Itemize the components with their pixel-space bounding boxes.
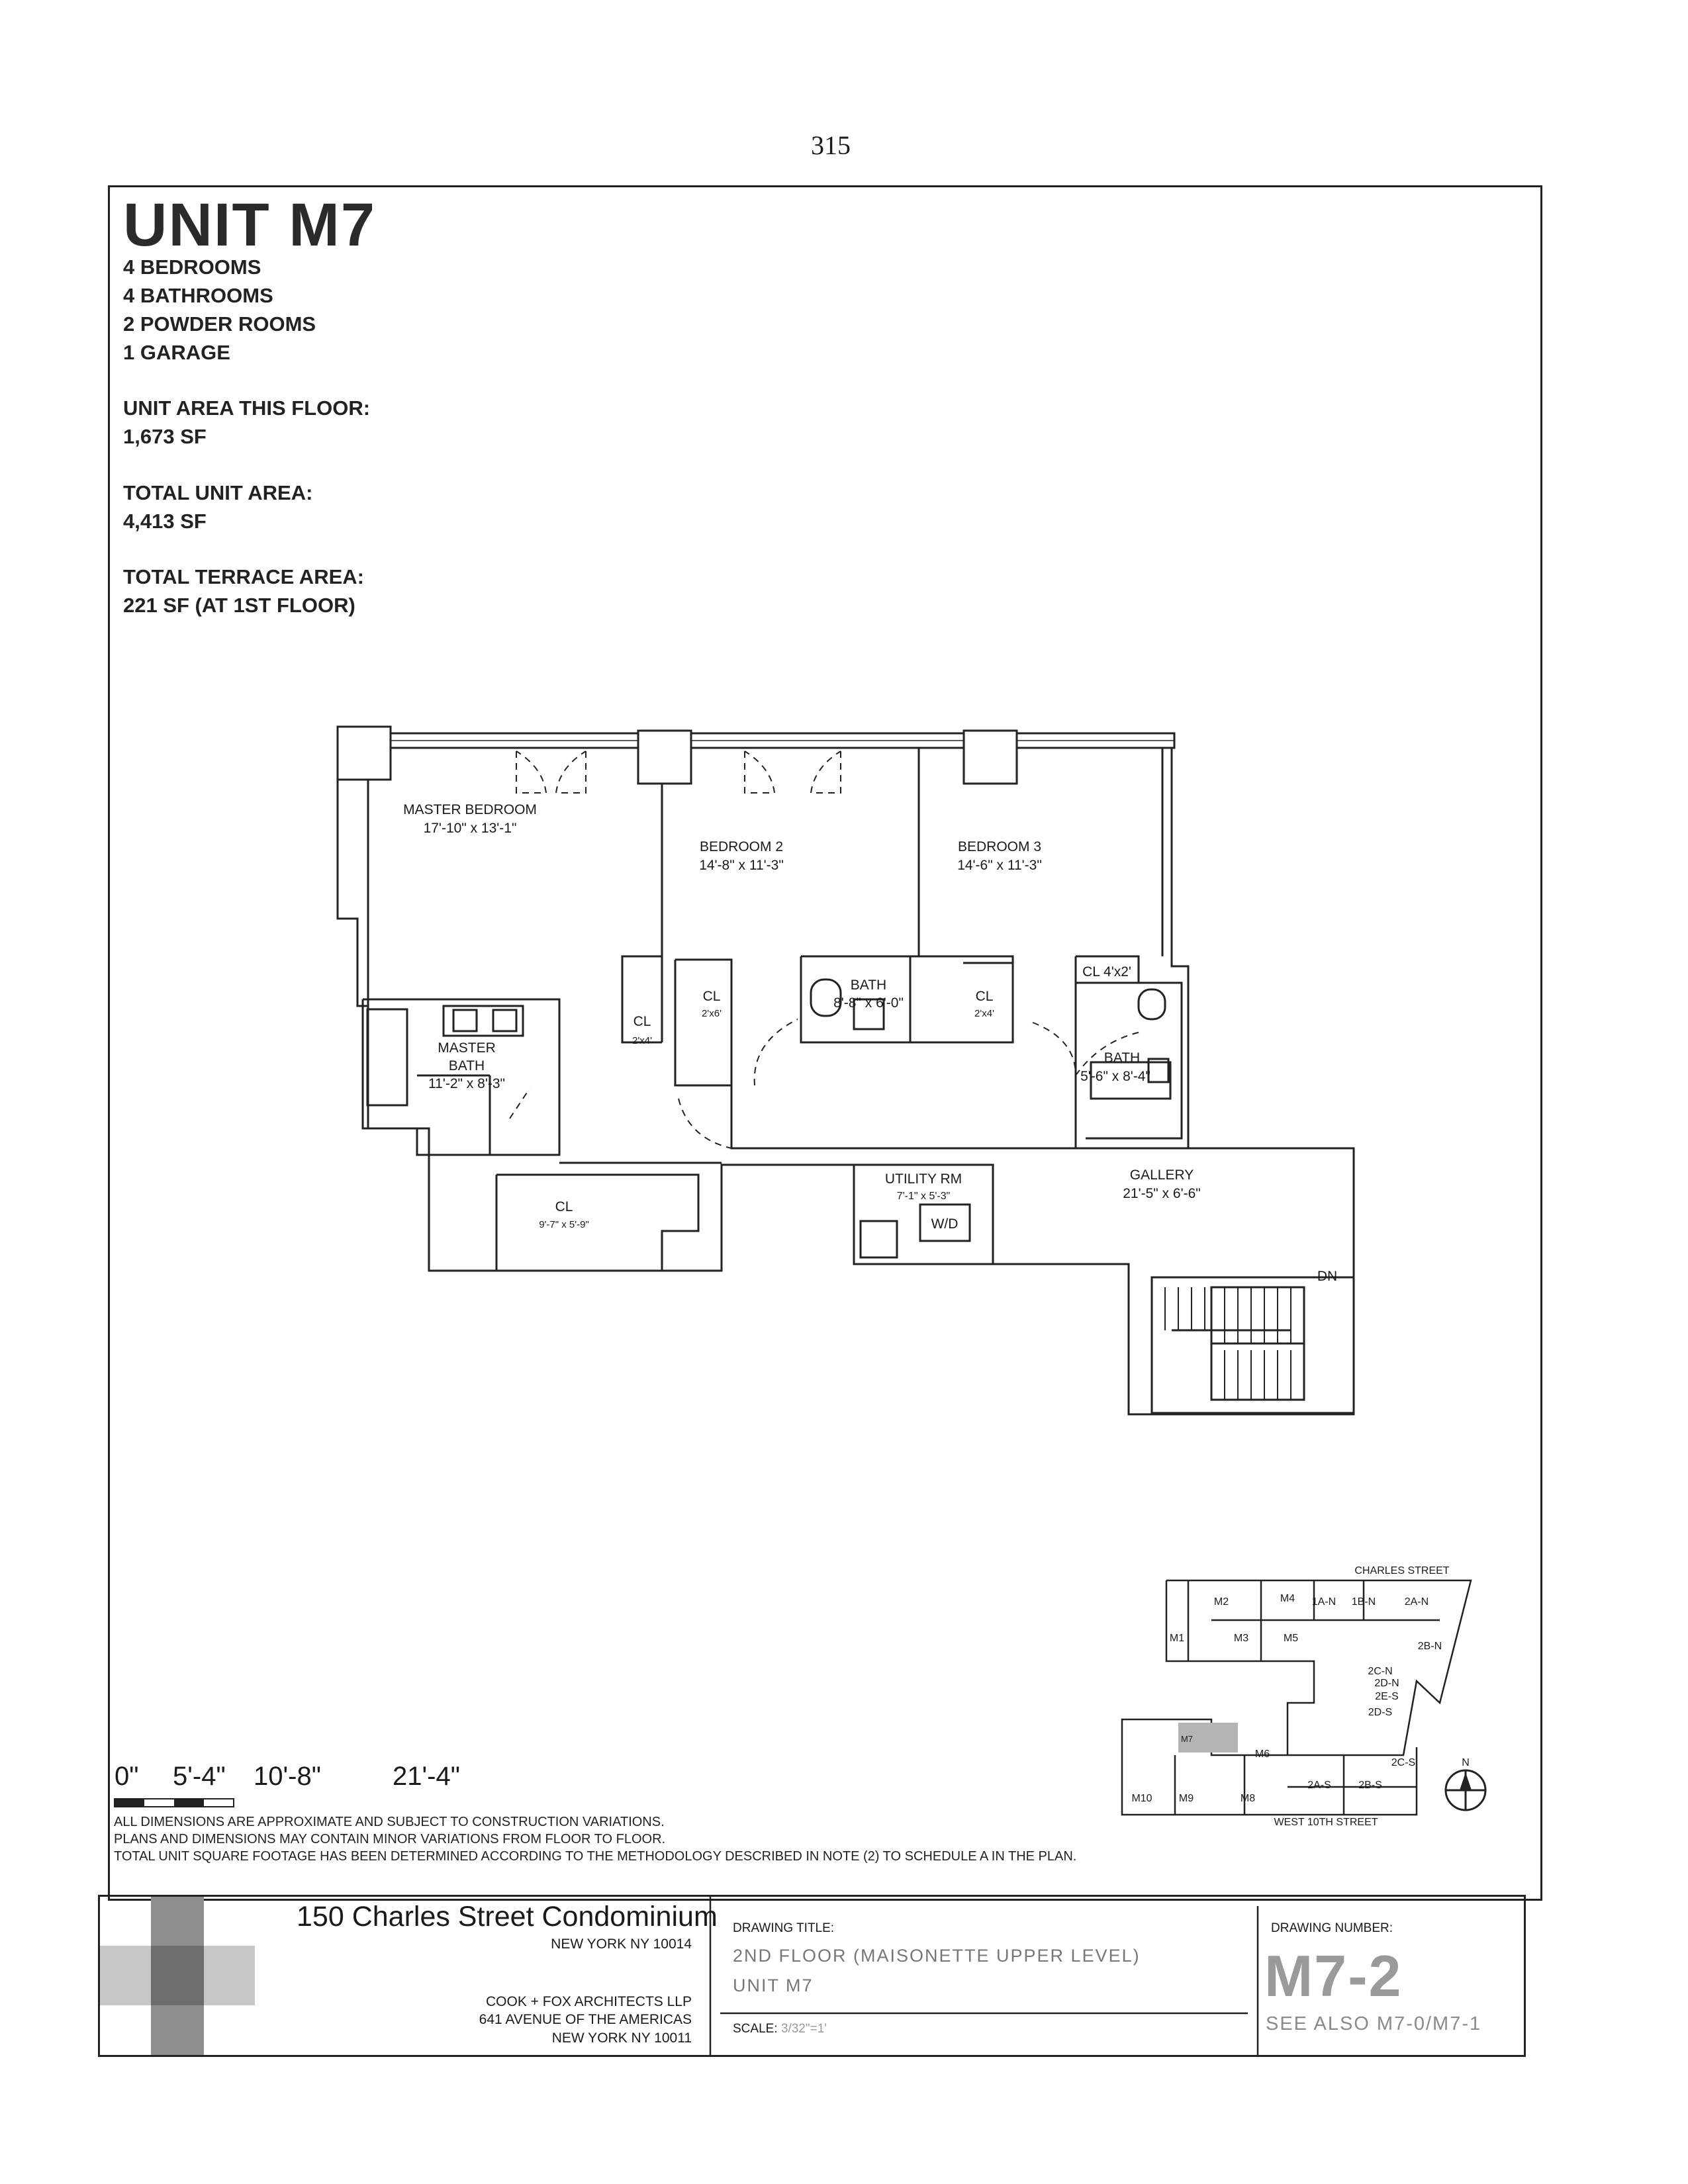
scale-label (733, 2022, 827, 2036)
key-unit-2d-s: 2D-S (1368, 1707, 1393, 1718)
project-city: NEW YORK NY 10014 (551, 1936, 692, 1952)
cl-large-dims: 9'-7" x 5'-9" (539, 1219, 589, 1230)
drawing-title-line2: UNIT M7 (733, 1976, 814, 1995)
key-unit-m5: M5 (1283, 1633, 1299, 1644)
total-area-label: TOTAL UNIT AREA: (123, 481, 313, 504)
key-unit-m4: M4 (1280, 1593, 1295, 1604)
master-bedroom-name: MASTER BEDROOM (403, 802, 537, 817)
terrace-value: 221 SF (AT 1ST FLOOR) (123, 594, 355, 617)
bath-right-dims: 5'-6" x 8'-4" (1080, 1069, 1150, 1084)
key-unit-m6: M6 (1254, 1749, 1270, 1760)
master-bedroom-dims: 17'-10" x 13'-1" (423, 821, 517, 836)
page-number: 315 (811, 130, 851, 160)
key-unit-2c-n: 2C-N (1368, 1666, 1393, 1677)
drawing-number: M7-2 (1264, 1943, 1403, 2009)
scale-label-5-4: 5'-4" (173, 1762, 226, 1791)
drawing-number-label: DRAWING NUMBER: (1271, 1921, 1393, 1935)
project-name: 150 Charles Street Condominium (297, 1901, 718, 1933)
scale-label-text: SCALE: (733, 2022, 778, 2036)
key-unit-m7: M7 (1180, 1734, 1194, 1744)
scale-value: 3/32"=1' (780, 2022, 827, 2036)
cl-a-name: CL (633, 1014, 651, 1029)
bedroom3-name: BEDROOM 3 (957, 839, 1042, 854)
scale-bar-graphic (115, 1799, 234, 1807)
key-unit-m9: M9 (1178, 1793, 1194, 1804)
see-also: SEE ALSO M7-0/M7-1 (1266, 2013, 1482, 2034)
key-unit-1a-n: 1A-N (1311, 1596, 1336, 1608)
plan-notes (114, 1813, 1076, 1865)
spec-bedrooms: 4 BEDROOMS (123, 255, 261, 279)
washer-dryer-label: W/D (931, 1216, 959, 1232)
cl-c-name: CL (975, 989, 994, 1004)
key-unit-2a-s: 2A-S (1307, 1780, 1331, 1791)
key-unit-2b-n: 2B-N (1417, 1641, 1442, 1652)
note-3: TOTAL UNIT SQUARE FOOTAGE HAS BEEN DETERMINED ACCORDING TO THE METHODOLOGY DESCRIBED IN NOTE (2) TO SCHEDULE A IN THE PLAN. (114, 1849, 1077, 1864)
bath-right-name: BATH (1103, 1050, 1141, 1066)
master-bath-dims: 11'-2" x 8'-3" (428, 1076, 505, 1091)
architect-address: 641 AVENUE OF THE AMERICAS (479, 2012, 692, 2027)
bedroom3-dims: 14'-6" x 11'-3" (957, 858, 1042, 873)
terrace-label: TOTAL TERRACE AREA: (123, 565, 364, 588)
unit-title: UNIT M7 (123, 191, 376, 259)
key-unit-1b-n: 1B-N (1351, 1596, 1376, 1608)
bedroom2-name: BEDROOM 2 (699, 839, 784, 854)
door-swings (510, 751, 1139, 1148)
architect-city: NEW YORK NY 10011 (551, 2030, 692, 2046)
key-unit-m8: M8 (1240, 1793, 1256, 1804)
bedroom2-dims: 14'-8" x 11'-3" (699, 858, 784, 873)
scale-label-0: 0" (115, 1762, 139, 1791)
bath-center-name: BATH (850, 978, 887, 993)
key-unit-2c-s: 2C-S (1391, 1757, 1416, 1768)
key-street-bottom: WEST 10TH STREET (1274, 1817, 1378, 1828)
cl-large-name: CL (555, 1199, 573, 1214)
architect-name: COOK + FOX ARCHITECTS LLP (486, 1994, 692, 2009)
area-this-floor-label: UNIT AREA THIS FLOOR: (123, 396, 371, 420)
cl-b-dims: 2'x6' (702, 1008, 722, 1019)
note-1: ALL DIMENSIONS ARE APPROXIMATE AND SUBJECT TO CONSTRUCTION VARIATIONS. (114, 1815, 665, 1829)
utility-dims: 7'-1" x 5'-3" (896, 1191, 951, 1202)
spec-bathrooms: 4 BATHROOMS (123, 284, 273, 307)
cl-b-name: CL (702, 989, 721, 1004)
scale-label-10-8: 10'-8" (254, 1762, 321, 1791)
key-unit-2d-n: 2D-N (1374, 1678, 1399, 1689)
master-bath-name2: BATH (448, 1058, 485, 1073)
note-2: PLANS AND DIMENSIONS MAY CONTAIN MINOR VARIATIONS FROM FLOOR TO FLOOR. (114, 1832, 666, 1846)
drawing-title-line1: 2ND FLOOR (MAISONETTE UPPER LEVEL) (733, 1946, 1141, 1966)
north-label: N (1462, 1757, 1470, 1768)
cl-c-dims: 2'x4' (974, 1008, 994, 1019)
utility-name: UTILITY RM (884, 1171, 962, 1187)
key-unit-m3: M3 (1233, 1633, 1249, 1644)
area-this-floor-value: 1,673 SF (123, 425, 207, 448)
drawing-title-label: DRAWING TITLE: (733, 1921, 835, 1935)
scale-label-21-4: 21'-4" (393, 1762, 460, 1791)
bath-center-dims: 8'-8" x 6'-0" (833, 995, 904, 1011)
key-unit-2a-n: 2A-N (1404, 1596, 1429, 1608)
spec-garage: 1 GARAGE (123, 341, 230, 364)
stair-down-label: DN (1317, 1269, 1338, 1284)
key-unit-m1: M1 (1169, 1633, 1185, 1644)
master-bath-name1: MASTER (438, 1040, 496, 1056)
key-unit-2b-s: 2B-S (1358, 1780, 1382, 1791)
key-unit-2e-s: 2E-S (1375, 1691, 1399, 1702)
key-unit-m10: M10 (1131, 1793, 1152, 1804)
key-unit-m2: M2 (1213, 1596, 1229, 1608)
cl-a-dims: 2'x4' (632, 1035, 652, 1046)
total-area-value: 4,413 SF (123, 510, 207, 533)
key-plan (1122, 1580, 1471, 1815)
cl-4x2-label: CL 4'x2' (1082, 964, 1131, 979)
spec-powder-rooms: 2 POWDER ROOMS (123, 312, 316, 336)
gallery-dims: 21'-5" x 6'-6" (1123, 1186, 1201, 1201)
key-street-top: CHARLES STREET (1354, 1565, 1450, 1576)
north-arrow-icon (1446, 1770, 1485, 1810)
gallery-name: GALLERY (1129, 1167, 1194, 1183)
